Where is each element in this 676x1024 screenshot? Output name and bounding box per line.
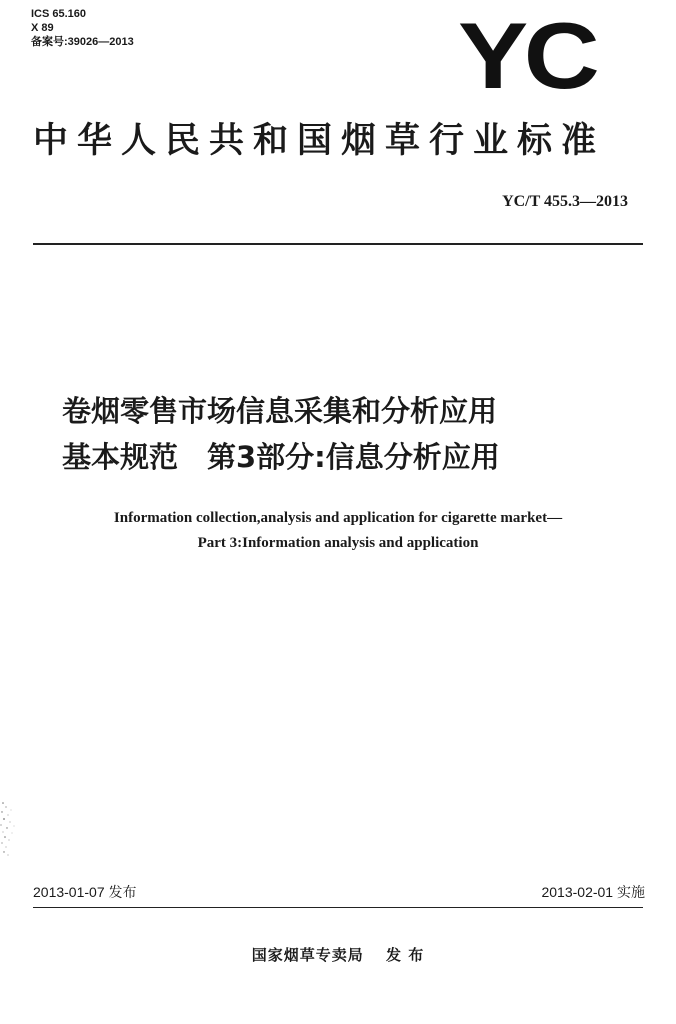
class-code: X 89 [31,22,54,34]
document-title-chinese [62,388,622,480]
top-divider [33,243,643,245]
publisher-action: 发 布 [386,946,425,964]
title-en-line-1: Information collection,analysis and application for cigarette market— [113,510,563,526]
yc-logo: YC [458,3,596,108]
bottom-divider [33,907,643,908]
standard-code: YC/T 455.3—2013 [502,193,628,210]
classification-block [31,7,134,49]
title-cn-line-2: 基本规范 第3部分:信息分析应用 [62,440,500,474]
standard-category-title: 中华人民共和国烟草行业标准 [33,121,606,161]
title-en-line-2: Part 3:Information analysis and application [197,535,479,551]
title-cn-line-1: 卷烟零售市场信息采集和分析应用 [62,394,498,428]
document-title-english [0,506,676,556]
filing-number: 备案号:39026—2013 [31,36,134,48]
ics-code: ICS 65.160 [31,8,87,20]
publisher-name: 国家烟草专卖局 [251,946,364,964]
issue-date: 2013-01-07 发布 [33,884,137,900]
scan-noise [0,795,24,865]
publisher-line [0,944,676,965]
implementation-date: 2013-02-01 实施 [541,884,645,900]
